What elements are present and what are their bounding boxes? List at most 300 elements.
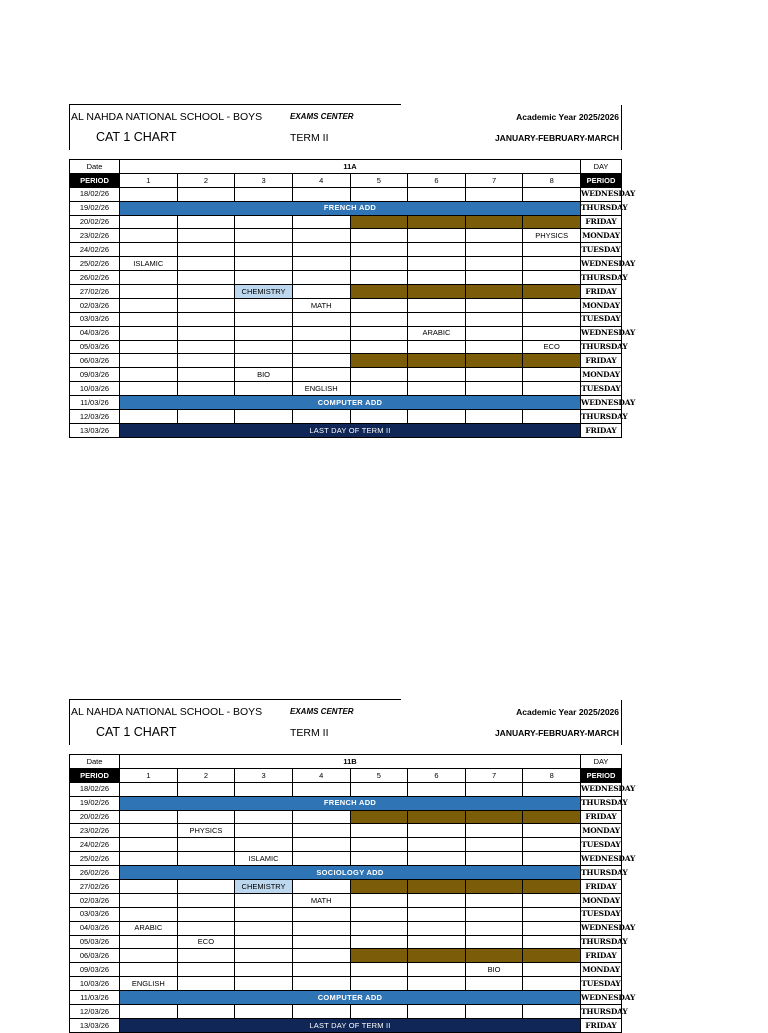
blocked-period-cell: [523, 285, 581, 299]
empty-period-cell: [120, 326, 178, 340]
header-left-border: [69, 700, 70, 745]
empty-period-cell: [177, 977, 235, 991]
date-cell: 12/03/26: [70, 1005, 120, 1019]
header-row: [70, 160, 622, 174]
date-cell: 10/03/26: [70, 977, 120, 991]
empty-period-cell: [120, 215, 178, 229]
empty-period-cell: [465, 1005, 523, 1019]
empty-period-cell: [292, 229, 350, 243]
blocked-period-cell: [408, 810, 466, 824]
day-cell: THURSDAY: [581, 796, 622, 810]
blocked-period-cell: [350, 215, 408, 229]
empty-period-cell: [235, 1005, 293, 1019]
schedule-row: [70, 354, 622, 368]
period-number: 1: [120, 173, 178, 187]
chart-header: [69, 104, 622, 150]
empty-period-cell: [465, 852, 523, 866]
date-cell: 24/02/26: [70, 243, 120, 257]
date-cell: 24/02/26: [70, 838, 120, 852]
day-header: DAY: [581, 755, 622, 769]
empty-period-cell: [465, 368, 523, 382]
empty-period-cell: [408, 382, 466, 396]
empty-period-cell: [120, 298, 178, 312]
day-cell: MONDAY: [581, 368, 622, 382]
empty-period-cell: [292, 354, 350, 368]
empty-period-cell: [350, 1005, 408, 1019]
exam-band: LAST DAY OF TERM II: [120, 423, 581, 437]
empty-period-cell: [235, 893, 293, 907]
exam-subject-cell: BIO: [235, 368, 293, 382]
empty-period-cell: [120, 382, 178, 396]
empty-period-cell: [523, 1005, 581, 1019]
empty-period-cell: [465, 907, 523, 921]
schedule-row: [70, 326, 622, 340]
chart-header: [69, 699, 622, 745]
empty-period-cell: [350, 935, 408, 949]
empty-period-cell: [523, 410, 581, 424]
day-cell: FRIDAY: [581, 215, 622, 229]
day-cell: TUESDAY: [581, 243, 622, 257]
empty-period-cell: [292, 838, 350, 852]
blocked-period-cell: [408, 285, 466, 299]
empty-period-cell: [350, 340, 408, 354]
date-cell: 13/03/26: [70, 423, 120, 437]
blocked-period-cell: [523, 354, 581, 368]
empty-period-cell: [292, 963, 350, 977]
empty-period-cell: [292, 340, 350, 354]
schedule-row: [70, 810, 622, 824]
date-cell: 05/03/26: [70, 935, 120, 949]
period-label: PERIOD: [70, 768, 120, 782]
schedule-row: [70, 298, 622, 312]
schedule-row: [70, 340, 622, 354]
empty-period-cell: [523, 312, 581, 326]
exam-subject-cell: PHYSICS: [523, 229, 581, 243]
day-cell: THURSDAY: [581, 866, 622, 880]
day-cell: THURSDAY: [581, 935, 622, 949]
period-number: 5: [350, 173, 408, 187]
empty-period-cell: [292, 257, 350, 271]
empty-period-cell: [465, 824, 523, 838]
schedule-body: [70, 755, 636, 1033]
term-label: TERM II: [290, 727, 329, 739]
period-number: 5: [350, 768, 408, 782]
empty-period-cell: [235, 229, 293, 243]
blocked-period-cell: [408, 949, 466, 963]
period-number: 8: [523, 768, 581, 782]
day-cell: WEDNESDAY: [581, 991, 622, 1005]
day-cell: MONDAY: [581, 229, 622, 243]
exam-band: FRENCH ADD: [120, 796, 581, 810]
empty-period-cell: [235, 243, 293, 257]
day-cell: WEDNESDAY: [581, 326, 622, 340]
empty-period-cell: [120, 229, 178, 243]
exam-band: COMPUTER ADD: [120, 991, 581, 1005]
empty-period-cell: [408, 298, 466, 312]
empty-period-cell: [177, 852, 235, 866]
date-cell: 26/02/26: [70, 271, 120, 285]
empty-period-cell: [177, 921, 235, 935]
academic-year: Academic Year 2025/2026: [516, 707, 619, 717]
empty-period-cell: [465, 326, 523, 340]
exam-subject-cell: ENGLISH: [292, 382, 350, 396]
empty-period-cell: [523, 243, 581, 257]
header-rule: [69, 104, 401, 105]
date-cell: 04/03/26: [70, 921, 120, 935]
empty-period-cell: [235, 298, 293, 312]
schedule-row: [70, 838, 622, 852]
schedule-row: [70, 312, 622, 326]
empty-period-cell: [292, 243, 350, 257]
empty-period-cell: [235, 977, 293, 991]
exam-band: FRENCH ADD: [120, 201, 581, 215]
empty-period-cell: [120, 1005, 178, 1019]
day-cell: WEDNESDAY: [581, 187, 622, 201]
period-number: 2: [177, 173, 235, 187]
empty-period-cell: [408, 963, 466, 977]
header-rule: [69, 699, 401, 700]
empty-period-cell: [523, 824, 581, 838]
date-header: Date: [70, 160, 120, 174]
day-cell: TUESDAY: [581, 312, 622, 326]
empty-period-cell: [235, 312, 293, 326]
empty-period-cell: [350, 907, 408, 921]
empty-period-cell: [120, 243, 178, 257]
empty-period-cell: [523, 852, 581, 866]
empty-period-cell: [523, 921, 581, 935]
empty-period-cell: [235, 382, 293, 396]
empty-period-cell: [523, 271, 581, 285]
blocked-period-cell: [350, 354, 408, 368]
schedule-row: [70, 201, 622, 215]
blocked-period-cell: [523, 215, 581, 229]
empty-period-cell: [292, 782, 350, 796]
empty-period-cell: [292, 215, 350, 229]
exams-center-label: EXAMS CENTER: [290, 707, 354, 716]
empty-period-cell: [235, 187, 293, 201]
empty-period-cell: [235, 782, 293, 796]
empty-period-cell: [292, 921, 350, 935]
schedule-row: [70, 410, 622, 424]
period-number: 4: [292, 173, 350, 187]
empty-period-cell: [523, 838, 581, 852]
empty-period-cell: [408, 838, 466, 852]
header-right-border: [621, 700, 622, 745]
empty-period-cell: [465, 229, 523, 243]
schedule-body: [70, 160, 636, 438]
blocked-period-cell: [350, 285, 408, 299]
period-label: PERIOD: [581, 173, 622, 187]
empty-period-cell: [408, 907, 466, 921]
date-cell: 11/03/26: [70, 991, 120, 1005]
empty-period-cell: [235, 963, 293, 977]
date-cell: 18/02/26: [70, 782, 120, 796]
empty-period-cell: [408, 1005, 466, 1019]
empty-period-cell: [177, 810, 235, 824]
empty-period-cell: [177, 838, 235, 852]
period-number: 3: [235, 173, 293, 187]
exam-subject-cell: CHEMISTRY: [235, 285, 293, 299]
blocked-period-cell: [408, 880, 466, 894]
empty-period-cell: [177, 229, 235, 243]
empty-period-cell: [177, 326, 235, 340]
blocked-period-cell: [465, 949, 523, 963]
exam-subject-cell: MATH: [292, 893, 350, 907]
date-cell: 23/02/26: [70, 229, 120, 243]
blocked-period-cell: [523, 880, 581, 894]
schedule-row: [70, 963, 622, 977]
day-cell: THURSDAY: [581, 201, 622, 215]
date-cell: 18/02/26: [70, 187, 120, 201]
empty-period-cell: [120, 312, 178, 326]
day-cell: FRIDAY: [581, 354, 622, 368]
empty-period-cell: [177, 782, 235, 796]
period-label: PERIOD: [581, 768, 622, 782]
empty-period-cell: [292, 368, 350, 382]
empty-period-cell: [120, 838, 178, 852]
empty-period-cell: [177, 382, 235, 396]
academic-year: Academic Year 2025/2026: [516, 112, 619, 122]
date-cell: 19/02/26: [70, 796, 120, 810]
day-cell: MONDAY: [581, 893, 622, 907]
empty-period-cell: [292, 810, 350, 824]
empty-period-cell: [350, 257, 408, 271]
empty-period-cell: [350, 921, 408, 935]
empty-period-cell: [523, 782, 581, 796]
empty-period-cell: [292, 935, 350, 949]
empty-period-cell: [408, 893, 466, 907]
day-cell: WEDNESDAY: [581, 852, 622, 866]
empty-period-cell: [408, 410, 466, 424]
empty-period-cell: [177, 354, 235, 368]
empty-period-cell: [235, 810, 293, 824]
empty-period-cell: [465, 257, 523, 271]
empty-period-cell: [523, 935, 581, 949]
class-name: 11B: [120, 755, 581, 769]
empty-period-cell: [465, 298, 523, 312]
empty-period-cell: [235, 257, 293, 271]
blocked-period-cell: [523, 949, 581, 963]
exam-subject-cell: ARABIC: [120, 921, 178, 935]
schedule-row: [70, 991, 622, 1005]
date-cell: 20/02/26: [70, 810, 120, 824]
schedule-row: [70, 949, 622, 963]
schedule-table: [69, 754, 636, 1033]
empty-period-cell: [350, 243, 408, 257]
empty-period-cell: [408, 921, 466, 935]
day-cell: WEDNESDAY: [581, 921, 622, 935]
empty-period-cell: [120, 893, 178, 907]
schedule-row: [70, 396, 622, 410]
day-cell: THURSDAY: [581, 410, 622, 424]
schedule-row: [70, 824, 622, 838]
exam-subject-cell: ARABIC: [408, 326, 466, 340]
empty-period-cell: [408, 977, 466, 991]
day-cell: TUESDAY: [581, 382, 622, 396]
empty-period-cell: [292, 949, 350, 963]
empty-period-cell: [120, 810, 178, 824]
day-cell: FRIDAY: [581, 1018, 622, 1032]
period-number: 2: [177, 768, 235, 782]
empty-period-cell: [408, 782, 466, 796]
empty-period-cell: [120, 935, 178, 949]
date-cell: 19/02/26: [70, 201, 120, 215]
empty-period-cell: [235, 921, 293, 935]
empty-period-cell: [235, 410, 293, 424]
blocked-period-cell: [408, 215, 466, 229]
date-cell: 09/03/26: [70, 368, 120, 382]
date-cell: 27/02/26: [70, 285, 120, 299]
empty-period-cell: [235, 215, 293, 229]
schedule-row: [70, 796, 622, 810]
schedule-row: [70, 423, 622, 437]
empty-period-cell: [235, 935, 293, 949]
day-cell: MONDAY: [581, 824, 622, 838]
empty-period-cell: [523, 187, 581, 201]
date-cell: 06/03/26: [70, 949, 120, 963]
schedule-row: [70, 935, 622, 949]
empty-period-cell: [350, 298, 408, 312]
date-cell: 20/02/26: [70, 215, 120, 229]
schedule-row: [70, 285, 622, 299]
date-cell: 11/03/26: [70, 396, 120, 410]
empty-period-cell: [350, 271, 408, 285]
empty-period-cell: [408, 312, 466, 326]
empty-period-cell: [235, 907, 293, 921]
chart-title: CAT 1 CHART: [96, 130, 177, 144]
empty-period-cell: [120, 963, 178, 977]
empty-period-cell: [465, 187, 523, 201]
period-number: 7: [465, 173, 523, 187]
schedule-row: [70, 782, 622, 796]
empty-period-cell: [235, 271, 293, 285]
exam-band: SOCIOLOGY ADD: [120, 866, 581, 880]
empty-period-cell: [177, 1005, 235, 1019]
exam-subject-cell: ECO: [523, 340, 581, 354]
empty-period-cell: [177, 410, 235, 424]
empty-period-cell: [408, 852, 466, 866]
empty-period-cell: [177, 340, 235, 354]
empty-period-cell: [523, 368, 581, 382]
empty-period-cell: [292, 977, 350, 991]
empty-period-cell: [120, 907, 178, 921]
empty-period-cell: [177, 215, 235, 229]
empty-period-cell: [465, 782, 523, 796]
blocked-period-cell: [465, 880, 523, 894]
day-cell: WEDNESDAY: [581, 257, 622, 271]
date-cell: 02/03/26: [70, 298, 120, 312]
exam-subject-cell: ECO: [177, 935, 235, 949]
empty-period-cell: [177, 963, 235, 977]
empty-period-cell: [292, 852, 350, 866]
empty-period-cell: [235, 838, 293, 852]
period-number: 8: [523, 173, 581, 187]
blocked-period-cell: [408, 354, 466, 368]
empty-period-cell: [120, 354, 178, 368]
empty-period-cell: [292, 880, 350, 894]
date-cell: 27/02/26: [70, 880, 120, 894]
date-cell: 06/03/26: [70, 354, 120, 368]
empty-period-cell: [235, 354, 293, 368]
empty-period-cell: [523, 907, 581, 921]
schedule-row: [70, 382, 622, 396]
empty-period-cell: [465, 977, 523, 991]
blocked-period-cell: [523, 810, 581, 824]
term-label: TERM II: [290, 132, 329, 144]
empty-period-cell: [120, 271, 178, 285]
empty-period-cell: [350, 410, 408, 424]
date-cell: 25/02/26: [70, 257, 120, 271]
empty-period-cell: [465, 838, 523, 852]
empty-period-cell: [350, 312, 408, 326]
empty-period-cell: [292, 285, 350, 299]
empty-period-cell: [465, 382, 523, 396]
header-row: [70, 755, 622, 769]
exam-subject-cell: BIO: [465, 963, 523, 977]
period-row: [70, 173, 622, 187]
empty-period-cell: [177, 298, 235, 312]
date-cell: 23/02/26: [70, 824, 120, 838]
empty-period-cell: [120, 880, 178, 894]
empty-period-cell: [350, 977, 408, 991]
empty-period-cell: [350, 838, 408, 852]
chart-title: CAT 1 CHART: [96, 725, 177, 739]
period-number: 3: [235, 768, 293, 782]
period-label: PERIOD: [70, 173, 120, 187]
date-cell: 12/03/26: [70, 410, 120, 424]
empty-period-cell: [120, 285, 178, 299]
empty-period-cell: [408, 229, 466, 243]
empty-period-cell: [177, 285, 235, 299]
period-number: 6: [408, 173, 466, 187]
period-number: 1: [120, 768, 178, 782]
empty-period-cell: [177, 893, 235, 907]
blocked-period-cell: [465, 810, 523, 824]
day-cell: FRIDAY: [581, 423, 622, 437]
empty-period-cell: [465, 921, 523, 935]
empty-period-cell: [408, 824, 466, 838]
empty-period-cell: [120, 824, 178, 838]
day-cell: TUESDAY: [581, 907, 622, 921]
empty-period-cell: [235, 326, 293, 340]
day-cell: FRIDAY: [581, 285, 622, 299]
empty-period-cell: [177, 271, 235, 285]
exam-subject-cell: CHEMISTRY: [235, 880, 293, 894]
date-cell: 13/03/26: [70, 1018, 120, 1032]
schedule-row: [70, 215, 622, 229]
empty-period-cell: [350, 368, 408, 382]
schedule-row: [70, 880, 622, 894]
exam-subject-cell: MATH: [292, 298, 350, 312]
empty-period-cell: [292, 271, 350, 285]
empty-period-cell: [292, 187, 350, 201]
date-cell: 09/03/26: [70, 963, 120, 977]
blocked-period-cell: [350, 949, 408, 963]
empty-period-cell: [523, 298, 581, 312]
day-header: DAY: [581, 160, 622, 174]
exam-subject-cell: ENGLISH: [120, 977, 178, 991]
header-left-border: [69, 105, 70, 150]
day-cell: TUESDAY: [581, 977, 622, 991]
schedule-row: [70, 907, 622, 921]
schedule-row: [70, 921, 622, 935]
empty-period-cell: [350, 963, 408, 977]
empty-period-cell: [523, 257, 581, 271]
schedule-row: [70, 229, 622, 243]
empty-period-cell: [177, 187, 235, 201]
date-cell: 25/02/26: [70, 852, 120, 866]
exam-subject-cell: ISLAMIC: [235, 852, 293, 866]
